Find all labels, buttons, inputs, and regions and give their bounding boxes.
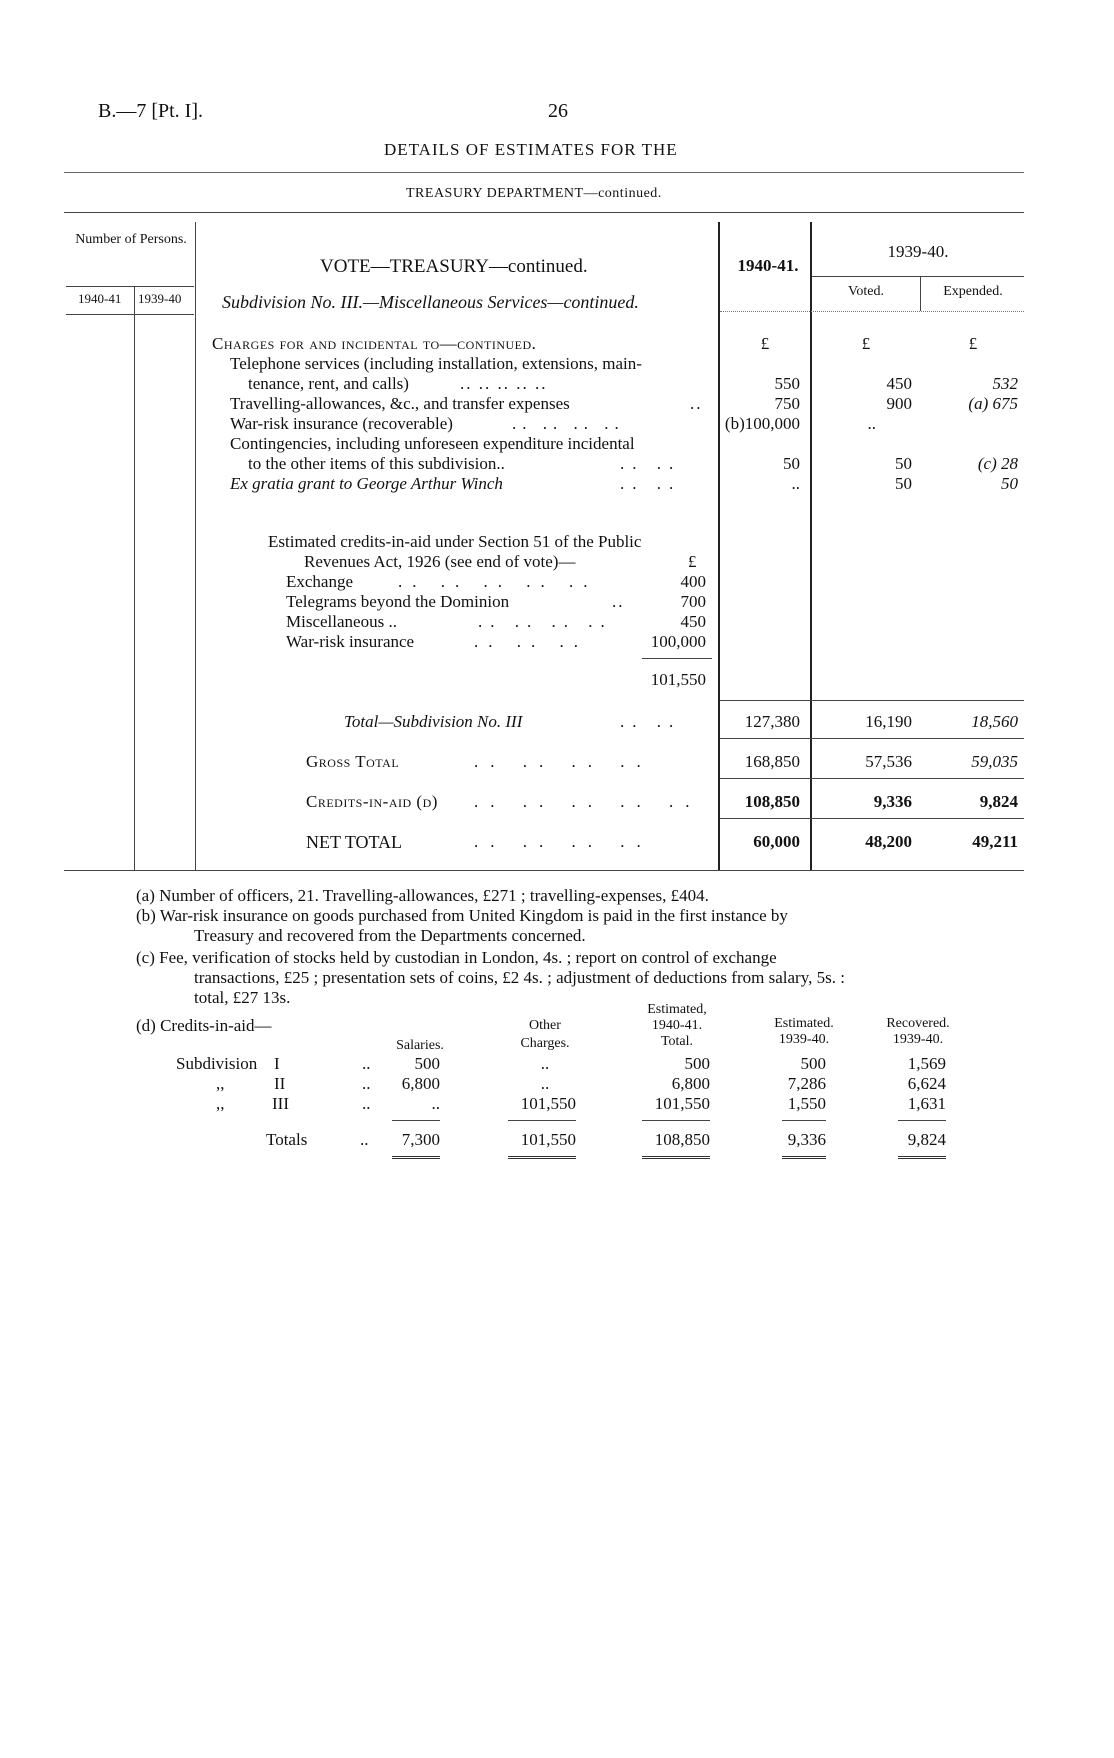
gross-total-voted: 57,536: [865, 752, 912, 771]
ct-header-other: Other: [529, 1018, 561, 1033]
charge-item-expended: (a) 675: [968, 394, 1018, 413]
net-total-est: 60,000: [753, 832, 800, 851]
footnote-b-continued: Treasury and recovered from the Departments concerned.: [194, 926, 586, 945]
net-total-leaders: .. .. .. ..: [474, 832, 653, 851]
page-title: DETAILS OF ESTIMATES FOR THE: [384, 140, 678, 159]
footnote-c: (c) Fee, verification of stocks held by custodian in London, 4s. ; report on control of exchange: [136, 948, 777, 967]
charges-heading: Charges for and incidental to—continued.: [212, 334, 537, 353]
charge-item-est: 750: [774, 394, 800, 413]
ct-row-label: ,,: [216, 1094, 225, 1113]
persons-subheader-rule: [66, 314, 194, 315]
ct-double-rule: [782, 1156, 826, 1159]
table-top-rule: [64, 212, 1024, 213]
ct-header-recovered: Recovered.: [886, 1016, 950, 1031]
ct-row-salaries: 6,800: [401, 1074, 440, 1093]
charge-item-est: (b)100,000: [724, 414, 800, 433]
credit-item-leaders: .. .. .. ..: [478, 612, 613, 631]
credits-currency: £: [688, 552, 697, 571]
total-subdivision-label: Total—Subdivision No. III: [344, 712, 523, 731]
currency-expended: £: [968, 334, 978, 353]
persons-year-b: 1939-40: [138, 291, 182, 306]
ct-header-estimated-total: 1940-41.: [651, 1018, 703, 1033]
ct-row-label: Subdivision: [176, 1054, 258, 1073]
charge-item-leaders: .. .. .. ..: [512, 414, 625, 433]
ct-row-label: ,,: [216, 1074, 225, 1093]
ct-sum-rule: [508, 1120, 576, 1121]
ct-totals-total: 108,850: [654, 1130, 710, 1149]
charge-item-expended: 50: [1001, 474, 1018, 493]
charge-item-voted: 50: [895, 474, 912, 493]
gross-total-est: 168,850: [744, 752, 800, 771]
charge-item-label: War-risk insurance (recoverable): [230, 414, 453, 433]
charge-item-expended: 532: [992, 374, 1018, 393]
credits-sum-rule: [642, 658, 712, 659]
ct-row-total: 101,550: [654, 1094, 710, 1113]
credit-item-leaders: ..: [612, 592, 625, 611]
persons-header-rule: [66, 286, 194, 287]
ct-header-salaries: Salaries.: [396, 1038, 444, 1053]
footnote-d: (d) Credits-in-aid—: [136, 1016, 272, 1035]
credits-heading: Revenues Act, 1926 (see end of vote)—: [304, 552, 576, 571]
charge-item-voted: 450: [886, 374, 912, 393]
ct-double-rule: [392, 1156, 440, 1159]
persons-year-divider: [134, 286, 135, 870]
ct-row-estimated: 500: [800, 1054, 826, 1073]
total-subdivision-est: 127,380: [744, 712, 800, 731]
credit-item-label: Telegrams beyond the Dominion: [286, 592, 510, 611]
ct-row-num: II: [274, 1074, 286, 1093]
ct-row-recovered: 1,569: [907, 1054, 946, 1073]
credit-item-value: 400: [680, 572, 706, 591]
column-header-bottom-rule: [720, 311, 1024, 312]
year-header-rule: [812, 276, 1024, 277]
credit-item-label: War-risk insurance: [286, 632, 415, 651]
credit-item-label: Miscellaneous ..: [286, 612, 397, 631]
total-subdivision-voted: 16,190: [865, 712, 912, 731]
ct-totals-estimated: 9,336: [787, 1130, 826, 1149]
col-1939-left-border: [810, 222, 812, 870]
ct-double-rule: [508, 1156, 576, 1159]
ct-row-other: 101,550: [520, 1094, 576, 1113]
ct-sum-rule: [642, 1120, 710, 1121]
credit-item-value: 700: [680, 592, 706, 611]
currency-1940: £: [760, 334, 770, 353]
ct-row-estimated: 1,550: [787, 1094, 826, 1113]
ct-row-other: ..: [540, 1074, 550, 1093]
ct-row-estimated: 7,286: [787, 1074, 826, 1093]
charge-item-label: tenance, rent, and calls): [248, 374, 409, 393]
charge-item-leaders: .. .. .. .. ..: [460, 374, 548, 393]
credits-in-aid-est: 108,850: [744, 792, 800, 811]
net-total-voted: 48,200: [865, 832, 912, 851]
credit-item-value: 100,000: [650, 632, 706, 651]
total-subdivision-expended: 18,560: [971, 712, 1018, 731]
page-number: 26: [548, 100, 568, 122]
footnote-c-continued: transactions, £25 ; presentation sets of coins, £2 4s. ; adjustment of deductions from salary, 5s. :: [194, 968, 845, 987]
ct-totals-recovered: 9,824: [907, 1130, 946, 1149]
credits-heading: Estimated credits-in-aid under Section 51 of the Public: [268, 532, 642, 551]
credit-item-value: 450: [680, 612, 706, 631]
ct-row-salaries: ..: [431, 1094, 440, 1113]
ct-totals-salaries: 7,300: [401, 1130, 440, 1149]
ct-row-dots: ..: [362, 1074, 371, 1093]
totals-top-rule: [720, 700, 1024, 701]
total-subdivision-leaders: .. ..: [620, 712, 682, 731]
gross-total-label: Gross Total: [306, 752, 400, 771]
net-total-label: NET TOTAL: [306, 832, 403, 852]
credits-top-rule: [720, 778, 1024, 779]
ct-double-rule: [898, 1156, 946, 1159]
table-bottom-rule: [64, 870, 1024, 871]
ct-row-dots: ..: [362, 1094, 371, 1113]
footnote-a: (a) Number of officers, 21. Travelling-allowances, £271 ; travelling-expenses, £404.: [136, 886, 709, 905]
credits-total: 101,550: [650, 670, 706, 689]
ct-row-dots: ..: [362, 1054, 371, 1073]
number-of-persons-header: Number of Persons.: [75, 232, 187, 247]
net-total-expended: 49,211: [972, 832, 1018, 851]
ct-double-rule: [642, 1156, 710, 1159]
footnote-b: (b) War-risk insurance on goods purchased from United Kingdom is paid in the first instance by: [136, 906, 788, 925]
ct-row-other: ..: [540, 1054, 550, 1073]
charge-item-label: Telephone services (including installation, extensions, main-: [230, 354, 642, 373]
ct-row-recovered: 6,624: [907, 1074, 946, 1093]
ct-header-estimated-total: Total.: [660, 1034, 694, 1049]
ct-header-recovered: 1939-40.: [892, 1032, 944, 1047]
charge-item-est: 550: [774, 374, 800, 393]
charge-item-leaders: .. ..: [620, 454, 682, 473]
credit-item-leaders: .. .. ..: [474, 632, 588, 651]
subdivision-title: Subdivision No. III.—Miscellaneous Services—continued.: [222, 292, 639, 312]
ct-header-estimated-total: Estimated,: [647, 1002, 707, 1017]
ct-sum-rule: [782, 1120, 826, 1121]
charge-item-leaders: ..: [690, 394, 703, 413]
ct-header-other: Charges.: [520, 1036, 570, 1051]
charge-item-label: Travelling-allowances, &c., and transfer expenses: [230, 394, 570, 413]
credits-in-aid-expended: 9,824: [979, 792, 1018, 811]
col-1940-left-border: [718, 222, 720, 870]
ct-row-salaries: 500: [414, 1054, 440, 1073]
vote-title-text: VOTE—TREASURY—continued.: [320, 256, 588, 277]
charge-item-est: ..: [791, 474, 800, 493]
credit-item-leaders: .. .. .. .. ..: [398, 572, 598, 591]
charge-item-expended: (c) 28: [977, 454, 1018, 473]
ct-totals-dots: ..: [360, 1130, 369, 1149]
ct-totals-other: 101,550: [520, 1130, 576, 1149]
voted-header: Voted.: [848, 284, 884, 299]
charge-item-leaders: .. ..: [620, 474, 682, 493]
charge-item-voted: 50: [895, 454, 912, 473]
credits-in-aid-voted: 9,336: [873, 792, 912, 811]
ct-row-recovered: 1,631: [907, 1094, 946, 1113]
credits-in-aid-label: Credits-in-aid (d): [306, 792, 438, 811]
charge-item-voted: 900: [886, 394, 912, 413]
ct-header-estimated: Estimated.: [774, 1016, 834, 1031]
charge-item-label: to the other items of this subdivision..: [248, 454, 505, 473]
gross-total-leaders: .. .. .. ..: [474, 752, 653, 771]
ct-sum-rule: [392, 1120, 440, 1121]
ct-row-total: 500: [684, 1054, 710, 1073]
department-title: TREASURY DEPARTMENT—continued.: [406, 186, 662, 201]
credit-item-label: Exchange: [286, 572, 354, 591]
persons-col-border: [195, 222, 196, 870]
ct-row-num: I: [274, 1054, 280, 1073]
charge-item-est: 50: [783, 454, 800, 473]
ct-sum-rule: [898, 1120, 946, 1121]
voted-expended-divider: [920, 276, 921, 311]
gross-total-expended: 59,035: [971, 752, 1018, 771]
col-1940-header: 1940-41.: [737, 256, 799, 275]
header-rule: [64, 172, 1024, 173]
footnote-c-continued: total, £27 13s.: [194, 988, 291, 1007]
vote-title: [320, 256, 588, 278]
charge-item-voted: ..: [867, 414, 876, 433]
ct-totals-label: Totals: [266, 1130, 308, 1149]
gross-top-rule: [720, 738, 1024, 739]
charge-item-label: Ex gratia grant to George Arthur Winch: [230, 474, 503, 493]
currency-voted: £: [861, 334, 871, 353]
persons-year-a: 1940-41: [78, 291, 122, 306]
ct-row-num: III: [272, 1094, 289, 1113]
charge-item-label: Contingencies, including unforeseen expenditure incidental: [230, 434, 635, 453]
ct-row-total: 6,800: [671, 1074, 710, 1093]
ct-header-estimated: 1939-40.: [778, 1032, 830, 1047]
document-reference: B.—7 [Pt. I].: [98, 100, 203, 122]
expended-header: Expended.: [943, 284, 1003, 299]
col-1939-header: 1939-40.: [887, 242, 949, 261]
credits-in-aid-leaders: .. .. .. .. ..: [474, 792, 702, 811]
net-top-rule: [720, 818, 1024, 819]
